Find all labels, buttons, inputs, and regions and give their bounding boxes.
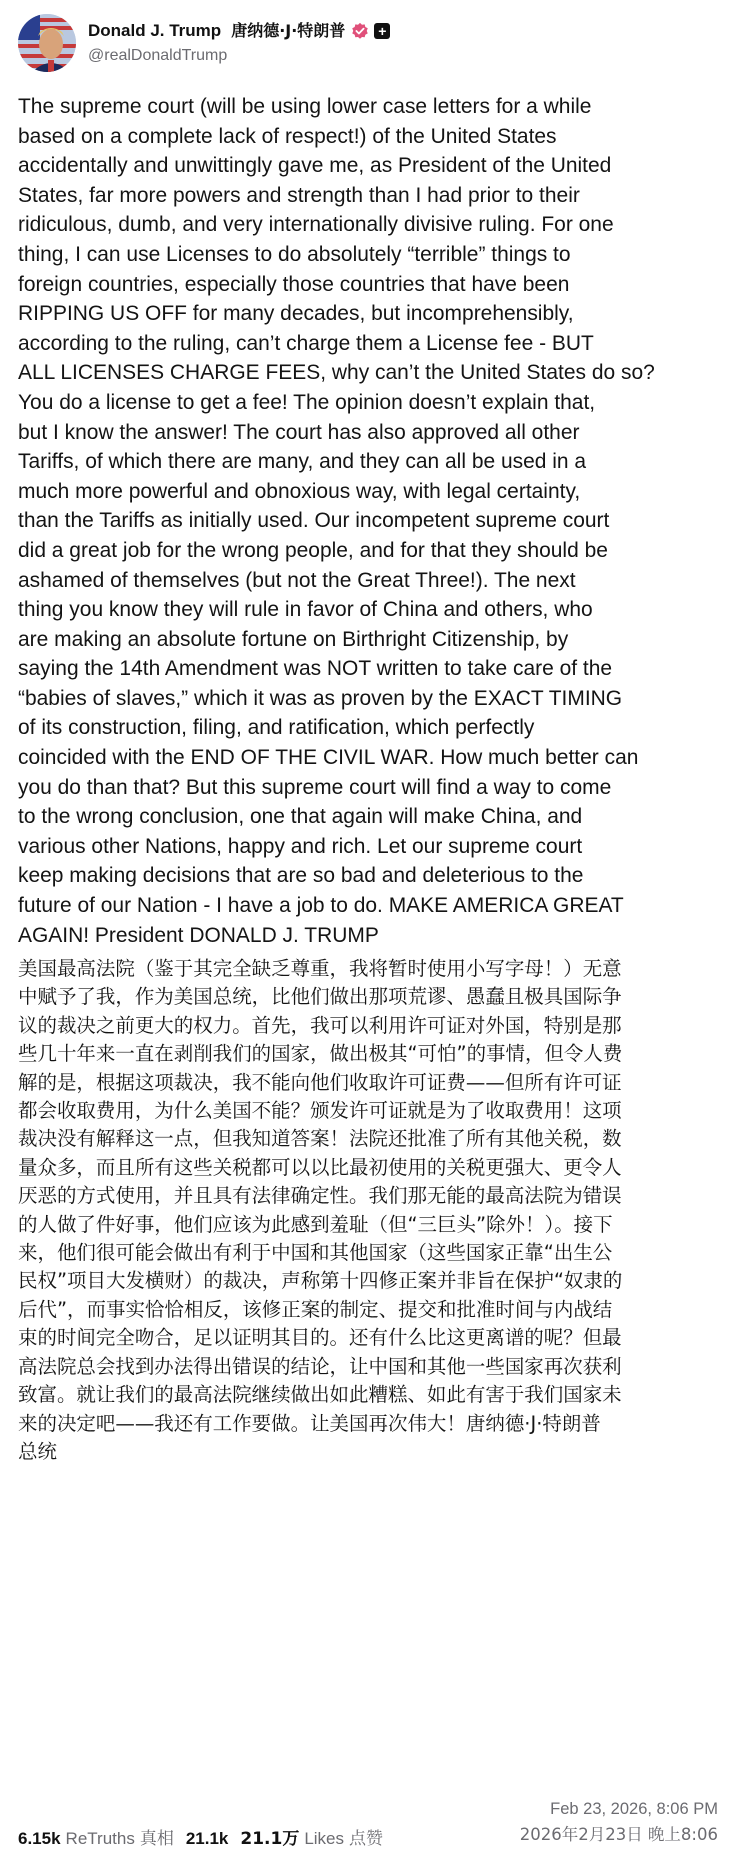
post-text-line-cn: 高法院总会找到办法得出错误的结论，让中国和其他一些国家再次获利: [18, 1354, 622, 1378]
post-text-line-cn: 解的是，根据这项裁决，我不能向他们收取许可证费——但所有许可证: [18, 1070, 622, 1094]
post-text-line: States, far more powers and strength than I had prior to their: [18, 183, 580, 207]
retruths-label[interactable]: ReTruths: [65, 1829, 135, 1848]
post-text-line-cn: 厌恶的方式使用，并且具有法律确定性。我们那无能的最高法院为错误: [18, 1184, 622, 1208]
post-text-line-cn: 来，他们很可能会做出有利于中国和其他国家（这些国家正靠“出生公: [18, 1241, 613, 1265]
post-text-line: of its construction, filing, and ratification, which perfectly: [18, 716, 535, 740]
post-text-line: thing you know they will rule in favor of China and others, who: [18, 598, 593, 622]
post-text-line: ridiculous, dumb, and very internationally divisive ruling. For one: [18, 213, 614, 237]
post-stats: [18, 1824, 383, 1849]
post-text-line: than the Tariffs as initially used. Our incompetent supreme court: [18, 509, 610, 533]
post-timestamps: [520, 1796, 718, 1848]
post-text-line: but I know the answer! The court has also approved all other: [18, 420, 580, 444]
post-text-line: thing, I can use Licenses to do absolutely “terrible” things to: [18, 242, 571, 266]
post-text-line-cn: 量众多，而且所有这些关税都可以以比最初使用的关税更强大、更令人: [18, 1155, 622, 1179]
post-text-line: Tariffs, of which there are many, and they can all be used in a: [18, 450, 587, 474]
author-name[interactable]: Donald J. Trump: [88, 21, 222, 40]
post-text-line-cn: 些几十年来一直在剥削我们的国家，做出极其“可怕”的事情，但令人费: [18, 1042, 623, 1066]
author-name-row: [88, 20, 390, 42]
post-text-line: various other Nations, happy and rich. Let our supreme court: [18, 834, 583, 858]
post-text-line-cn: 美国最高法院（鉴于其完全缺乏尊重，我将暂时使用小写字母！）无意: [18, 957, 622, 980]
post-text-line-cn: 致富。就让我们的最高法院继续做出如此糟糕、如此有害于我们国家未: [18, 1383, 622, 1407]
post-text-line-cn: 后代”，而事实恰恰相反，该修正案的制定、提交和批准时间与内战结: [18, 1297, 613, 1321]
timestamp-cn: 2026年2月23日 晚上8:06: [519, 1825, 718, 1844]
post-footer: [18, 1796, 718, 1849]
post-text-line: The supreme court (will be using lower case letters for a while: [18, 95, 592, 118]
post-body-english: [18, 92, 730, 950]
post-text-line-cn: 束的时间完全吻合，足以证明其目的。还有什么比这更离谱的呢？但最: [18, 1326, 622, 1350]
post-text-line: to the wrong conclusion, one that again will make China, and: [18, 805, 583, 829]
post-text-line-cn: 裁决没有解释这一点，但我知道答案！法院还批准了所有其他关税，数: [18, 1127, 622, 1151]
post-text-line-cn: 的人做了件好事，他们应该为此感到羞耻（但“三巨头”除外！）。接下: [18, 1212, 613, 1236]
likes-label-cn: 点赞: [349, 1829, 384, 1849]
post-text-line: based on a complete lack of respect!) of the United States: [18, 124, 557, 148]
post-text-line: saying the 14th Amendment was NOT written to take care of the: [18, 657, 613, 681]
post-text-line: ALL LICENSES CHARGE FEES, why can’t the United States do so?: [18, 361, 655, 385]
post-text-line: foreign countries, especially those countries that have been: [18, 272, 570, 296]
post-text-line-cn: 民权”项目大发横财）的裁决，声称第十四修正案并非旨在保护“奴隶的: [18, 1269, 623, 1293]
post-text-line-cn: 总统: [18, 1439, 57, 1463]
post-text-line: you do than that? But this supreme court will find a way to come: [18, 775, 612, 799]
post-text-line: keep making decisions that are so bad and deleterious to the: [18, 864, 584, 888]
author-identity: [88, 20, 390, 66]
post-text-line: accidentally and unwittingly gave me, as President of the United: [18, 154, 612, 178]
post-text-line-cn: 都会收取费用，为什么美国不能？颁发许可证就是为了收取费用！这项: [18, 1099, 622, 1123]
post-text-line: future of our Nation - I have a job to do. MAKE AMERICA GREAT: [18, 894, 624, 918]
post-text-line: “babies of slaves,” which it was as proven by the EXACT TIMING: [18, 686, 623, 710]
avatar[interactable]: [18, 14, 76, 72]
post-text-line: did a great job for the wrong people, and for that they should be: [18, 538, 608, 562]
post-text-line: You do a license to get a fee! The opinion doesn’t explain that,: [18, 390, 596, 414]
likes-count[interactable]: 21.1k: [185, 1829, 229, 1848]
post-text-line: are making an absolute fortune on Birthright Citizenship, by: [18, 627, 569, 651]
post-text-line: according to the ruling, can’t charge them a License fee - BUT: [18, 331, 594, 355]
post-text-line-cn: 来的决定吧——我还有工作要做。让美国再次伟大！唐纳德·J·特朗普: [18, 1411, 601, 1435]
post-text-line: ashamed of themselves (but not the Great Three!). The next: [18, 568, 576, 592]
timestamp-en[interactable]: Feb 23, 2026, 8:06 PM: [550, 1800, 718, 1818]
post-header: [18, 14, 390, 72]
likes-count-cn: 21.1万: [240, 1829, 300, 1849]
post-text-line: much more powerful and obnoxious way, with legal certainty,: [18, 479, 581, 503]
post-body-chinese: [18, 955, 730, 1466]
post-text-line-cn: 议的裁决之前更大的权力。首先，我可以利用许可证对外国，特别是那: [18, 1013, 622, 1037]
author-name-cn: 唐纳德·J·特朗普: [231, 21, 346, 40]
plus-square-icon: +: [374, 23, 390, 39]
retruths-count[interactable]: 6.15k: [18, 1829, 61, 1848]
post-text-line: coincided with the END OF THE CIVIL WAR. How much better can: [18, 746, 639, 770]
likes-label[interactable]: Likes: [304, 1829, 345, 1848]
post-text-line-cn: 中赋予了我，作为美国总统，比他们做出那项荒谬、愚蠢且极具国际争: [18, 985, 622, 1009]
post-text-line: RIPPING US OFF for many decades, but incomprehensibly,: [18, 302, 574, 326]
post-text-line: AGAIN! President DONALD J. TRUMP: [18, 923, 379, 947]
author-handle[interactable]: @realDonaldTrump: [88, 47, 228, 64]
avatar-image: [18, 14, 76, 72]
retruths-label-cn: 真相: [139, 1829, 174, 1849]
verified-badge-icon: [351, 22, 369, 40]
